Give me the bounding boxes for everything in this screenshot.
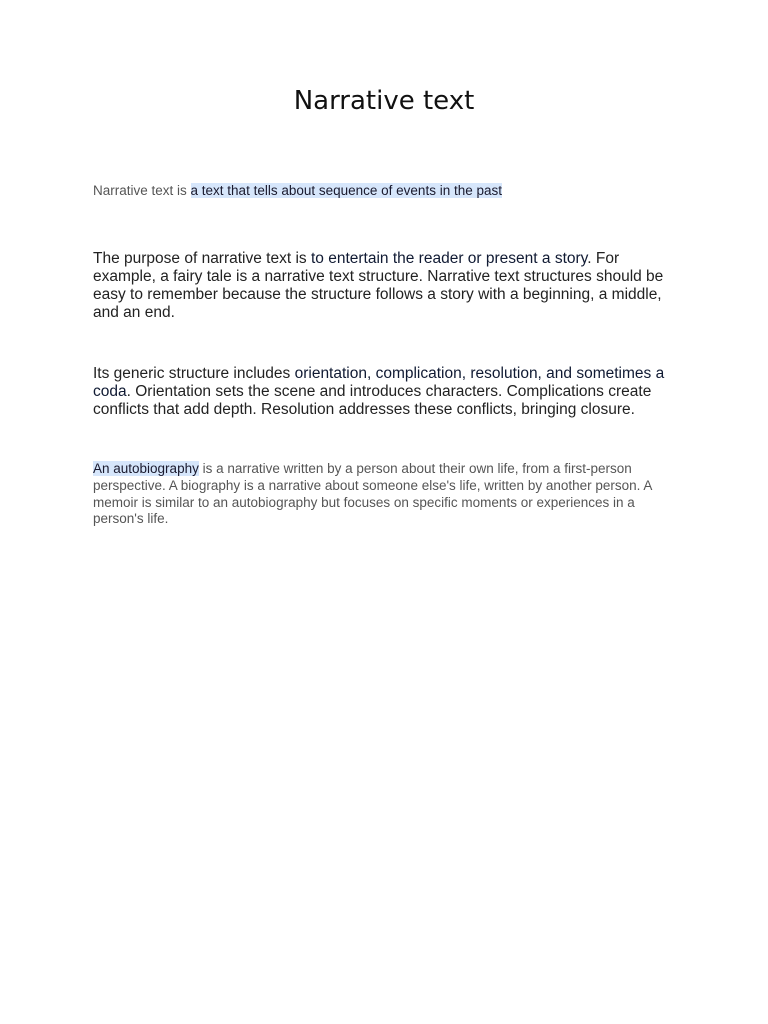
structure-emphasis: orientation, complication, resolution, and sometimes a coda (93, 365, 665, 400)
definition-paragraph (93, 182, 673, 200)
autobiography-rest: is a narrative written by a person about their own life, from a first-person perspective. A biography is a narrative about someone else's life, written by another person. A memoir is similar to an autobiography but focuses on specific moments or experiences in a person's life. (93, 461, 652, 527)
purpose-lead: The purpose of narrative text is (93, 250, 311, 267)
autobiography-highlight: An autobiography (93, 461, 199, 476)
purpose-emphasis: to entertain the reader or present a story (310, 250, 588, 267)
definition-highlight: a text that tells about sequence of events in the past (190, 183, 502, 198)
document-title: Narrative text (293, 86, 475, 116)
purpose-rest: . For example, a fairy tale is a narrative text structure. Narrative text structures should be easy to remember because the structure follows a story with a beginning, a middle, and an end. (93, 250, 664, 321)
structure-paragraph (93, 365, 673, 419)
structure-rest: . Orientation sets the scene and introduces characters. Complications create conflicts that add depth. Resolution addresses these conflicts, bringing closure. (93, 383, 652, 418)
autobiography-paragraph (93, 461, 673, 528)
structure-lead: Its generic structure includes (93, 365, 295, 382)
definition-lead: Narrative text is (93, 183, 191, 198)
purpose-paragraph (93, 250, 673, 322)
